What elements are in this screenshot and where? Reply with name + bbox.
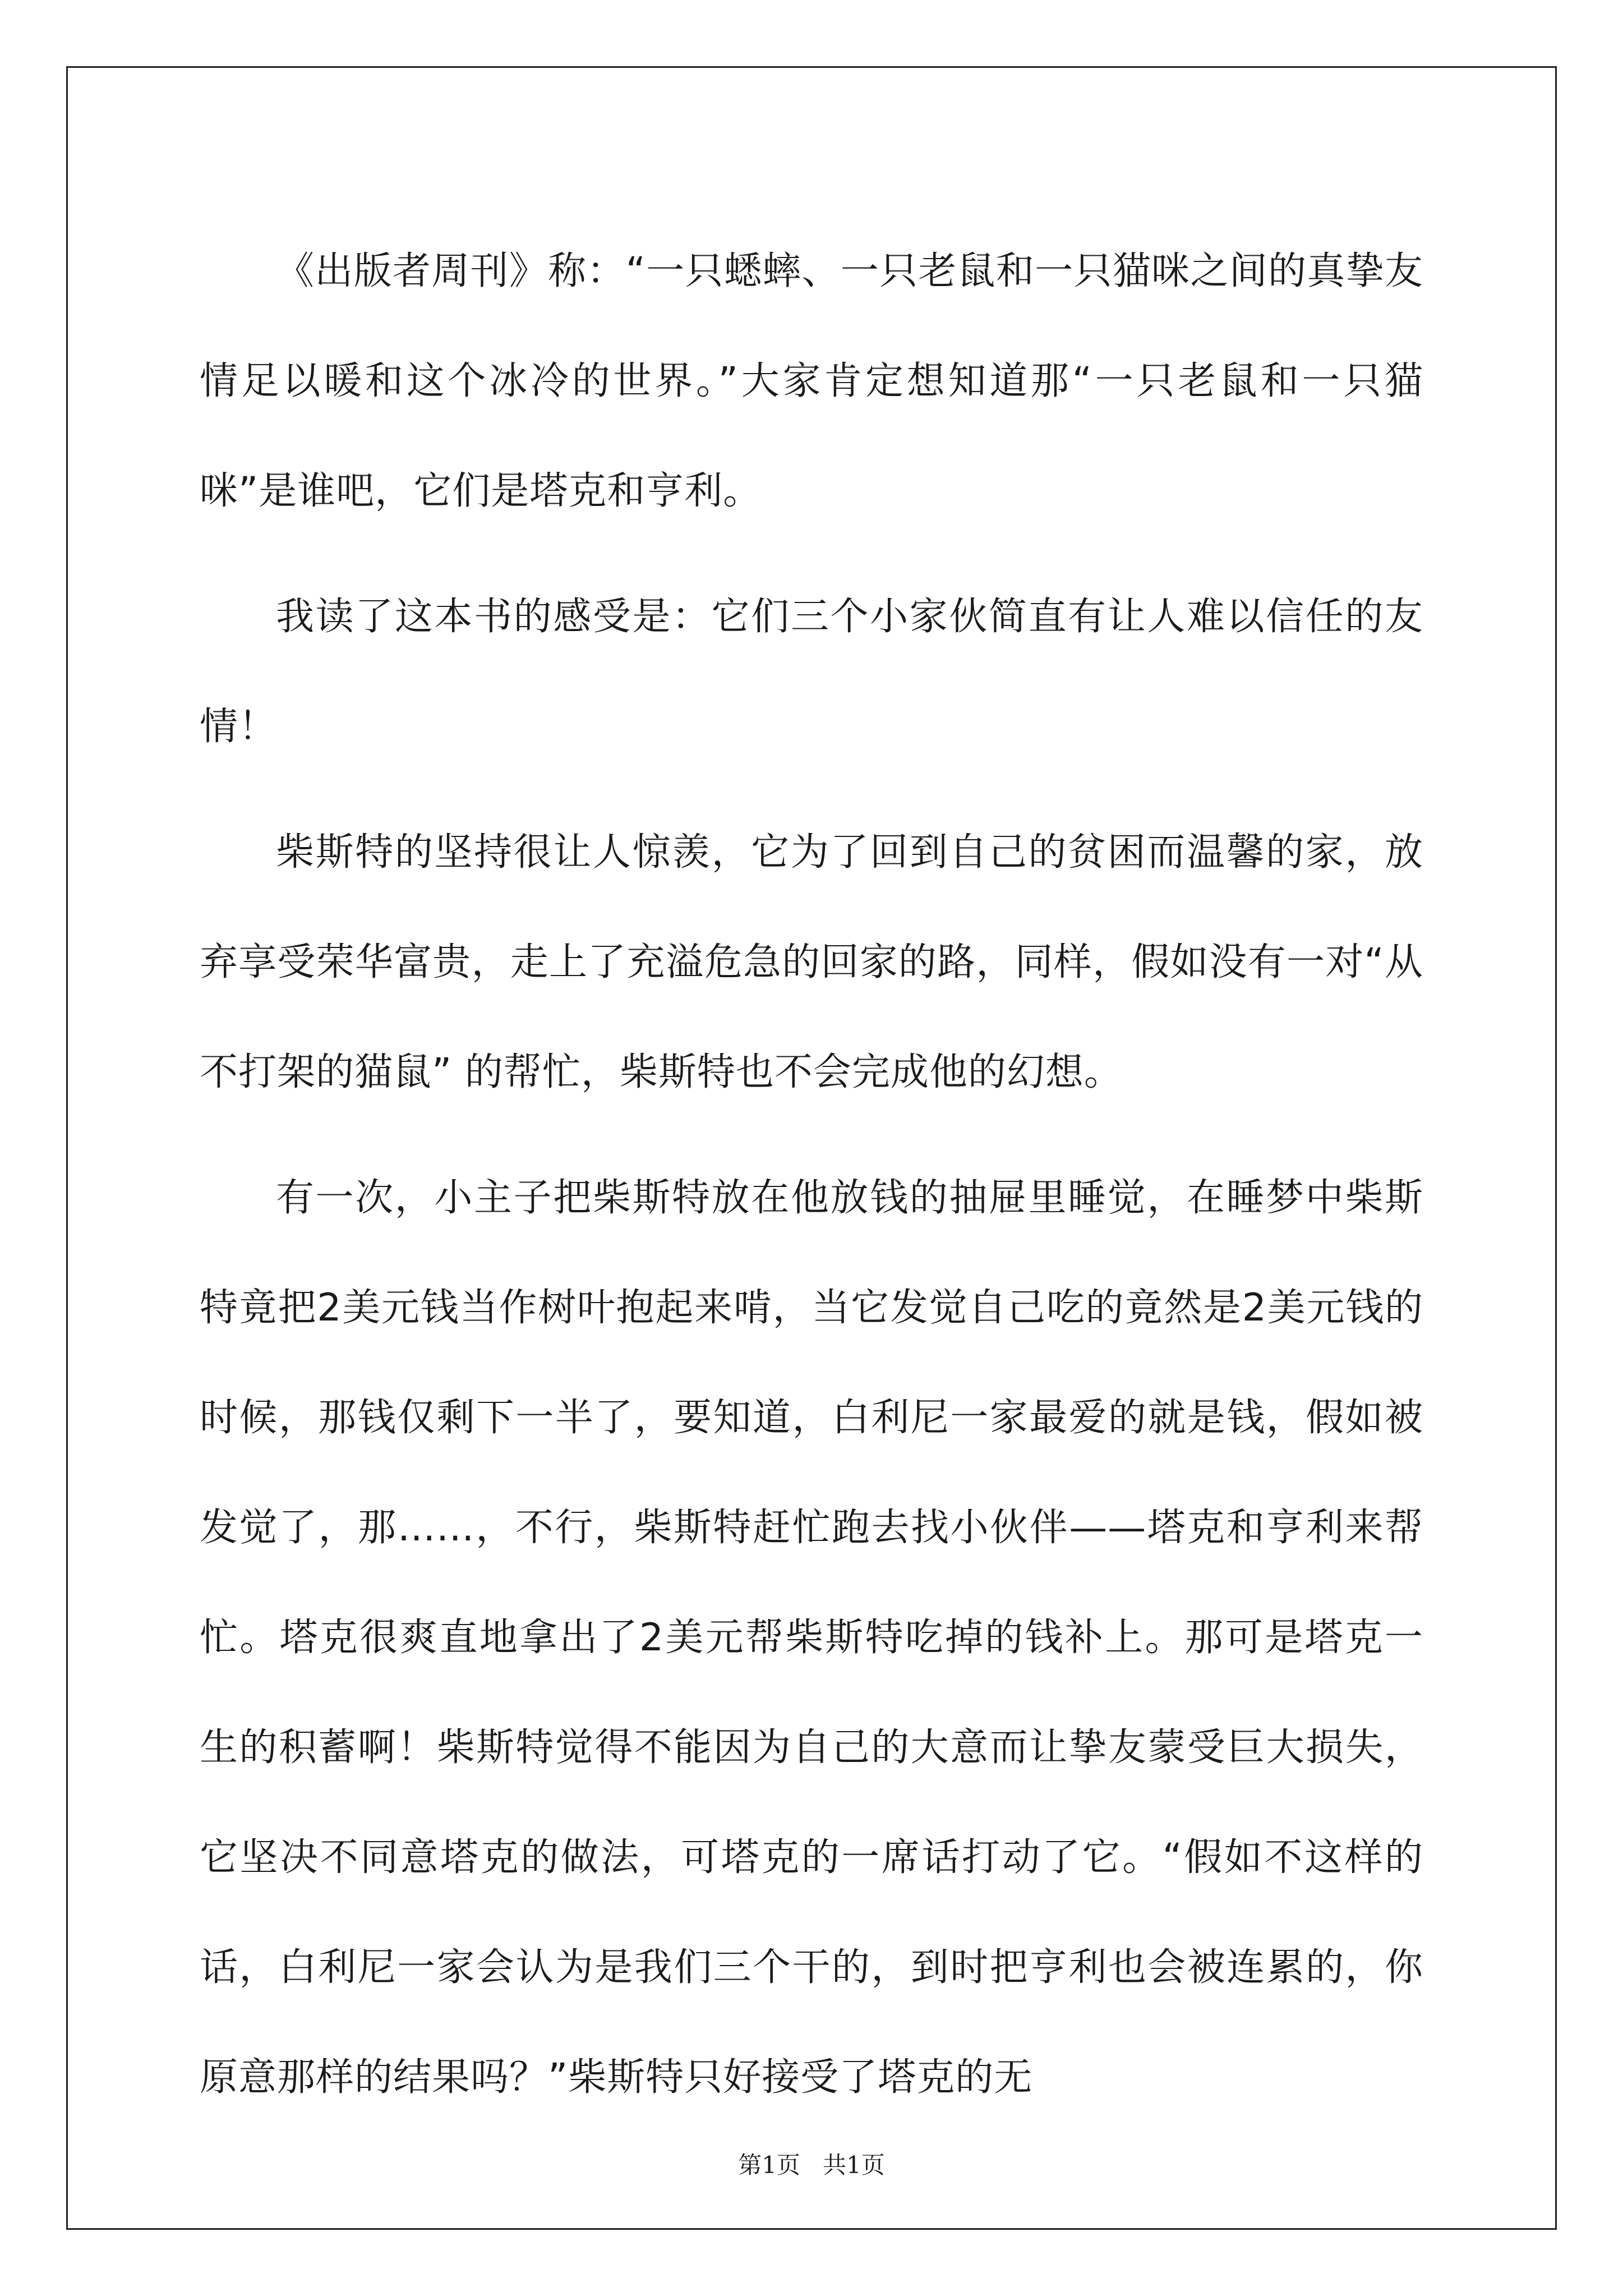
paragraph-3: 柴斯特的坚持很让人惊羡，它为了回到自己的贫困而温馨的家，放弃享受荣华富贵，走上了充溢危急的回家的路，同样，假如没有一对“从不打架的猫鼠” 的帮忙，柴斯特也不会完成他的幻想。 (200, 830, 1423, 1094)
document-body (200, 217, 1423, 2148)
page-number: 第1页 共1页 (738, 2151, 885, 2179)
paragraph-1: 《出版者周刊》称：“一只蟋蟀、一只老鼠和一只猫咪之间的真挚友情足以暖和这个冰冷的世界。”大家肯定想知道那“一只老鼠和一只猫咪”是谁吧，它们是塔克和亨利。 (200, 249, 1423, 513)
paragraph-2: 我读了这本书的感受是：它们三个小家伙简直有让人难以信任的友情！ (200, 595, 1423, 749)
paragraph-4: 有一次，小主子把柴斯特放在他放钱的抽屉里睡觉，在睡梦中柴斯特竟把2美元钱当作树叶抱起来啃，当它发觉自己吃的竟然是2美元钱的时候，那钱仅剩下一半了，要知道，白利尼一家最爱的就是钱，假如被发觉了，那……，不行，柴斯特赶忙跑去找小伙伴——塔克和亨利来帮忙。塔克很爽直地拿出了2美元帮柴斯特吃掉的钱补上。那可是塔克一生的积蓄啊！柴斯特觉得不能因为自己的大意而让挚友蒙受巨大损失，它坚决不同意塔克的做法，可塔克的一席话打动了它。“假如不这样的话，白利尼一家会认为是我们三个干的，到时把亨利也会被连累的，你原意那样的结果吗？”柴斯特只好接受了塔克的无 (200, 1176, 1423, 2100)
page-footer (0, 2148, 1623, 2182)
